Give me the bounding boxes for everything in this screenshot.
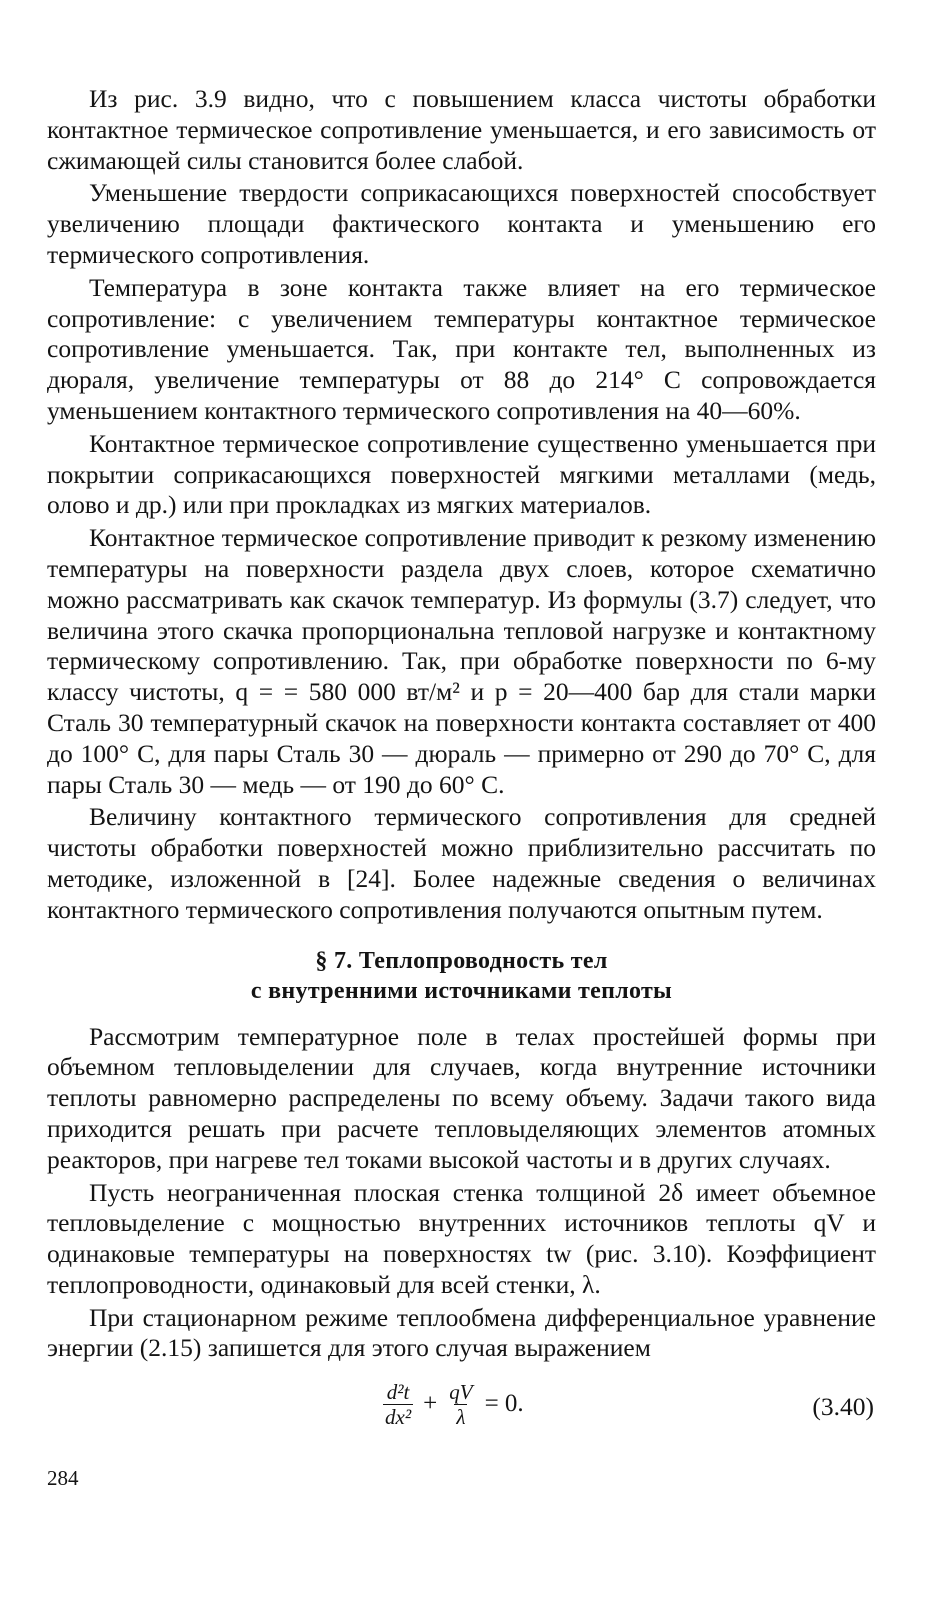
section-paragraph-3: При стационарном режиме теплообмена дифференциальное уравнение энергии (2.15) запишется для этого случая выражением — [47, 1302, 876, 1363]
paragraph-3: Температура в зоне контакта также влияет на его термическое сопротивление: с увеличением температуры контактное термическое сопротивление уменьшается. Так, при контакте тел, выполненных из дюраля, увеличение температуры от 88 до 214° С сопровождается уменьшением контактного термического сопротивления на 40—60%. — [47, 272, 876, 425]
equation-row — [47, 1374, 876, 1444]
fraction-denominator: dx² — [385, 1405, 412, 1430]
page-number: 284 — [47, 1466, 79, 1490]
section-heading-line-1: § 7. Теплопроводность тел — [315, 947, 608, 974]
equation — [379, 1380, 530, 1429]
section-paragraph-2: Пусть неограниченная плоская стенка толщиной 2δ имеет объемное тепловыделение с мощностью внутренних источников теплоты qV и одинаковые температуры на поверхностях tw (рис. 3.10). Коэффициент теплопроводности, одинаковый для всей стенки, λ. — [47, 1177, 876, 1299]
paragraph-2: Уменьшение твердости соприкасающихся поверхностей способствует увеличению площади фактического контакта и уменьшению его термического сопротивления. — [47, 178, 876, 269]
section-heading-line-2: с внутренними источниками теплоты — [250, 977, 673, 1004]
section-paragraph-1: Рассмотрим температурное поле в телах простейшей формы при объемном тепловыделении для случаев, когда внутренние источники теплоты равномерно распределены по всему объему. Задачи такого вида приходится решать при расчете тепловыделяющих элементов атомных реакторов, при нагреве тел токами высокой частоты и в других случаях. — [47, 1021, 876, 1174]
fraction-numerator: qV — [449, 1380, 473, 1405]
equation-number: (3.40) — [812, 1392, 874, 1422]
fraction-denominator: λ — [456, 1405, 466, 1430]
paragraph-6: Величину контактного термического сопротивления для средней чистоты обработки поверхностей можно приблизительно рассчитать по методике, изложенной в [24]. Более надежные сведения о величинах контактного термического сопротивления получаются опытным путем. — [47, 802, 876, 924]
page-body — [47, 84, 876, 1444]
fraction-source-term — [447, 1380, 474, 1429]
equation-rhs: = 0. — [484, 1390, 524, 1418]
section-heading — [47, 946, 876, 1006]
fraction-second-derivative — [383, 1380, 413, 1429]
plus-sign: + — [423, 1390, 438, 1418]
paragraph-1: Из рис. 3.9 видно, что с повышением класса чистоты обработки контактное термическое сопротивление уменьшается, и его зависимость от сжимающей силы становится более слабой. — [47, 84, 876, 175]
fraction-numerator: d²t — [386, 1380, 410, 1405]
paragraph-5: Контактное термическое сопротивление приводит к резкому изменению температуры на поверхности раздела двух слоев, которое схематично можно рассматривать как скачок температур. Из формулы (3.7) следует, что величина этого скачка пропорциональна тепловой нагрузке и контактному термическому сопротивлению. Так, при обработке поверхности по 6-му классу чистоты, q = = 580 000 вт/м² и p = 20—400 бар для стали марки Сталь 30 температурный скачок на поверхности контакта составляет от 400 до 100° С, для пары Сталь 30 — дюраль — примерно от 290 до 70° С, для пары Сталь 30 — медь — от 190 до 60° С. — [47, 523, 876, 799]
paragraph-4: Контактное термическое сопротивление существенно уменьшается при покрытии соприкасающихся поверхностей мягкими металлами (медь, олово и др.) или при прокладках из мягких материалов. — [47, 428, 876, 520]
